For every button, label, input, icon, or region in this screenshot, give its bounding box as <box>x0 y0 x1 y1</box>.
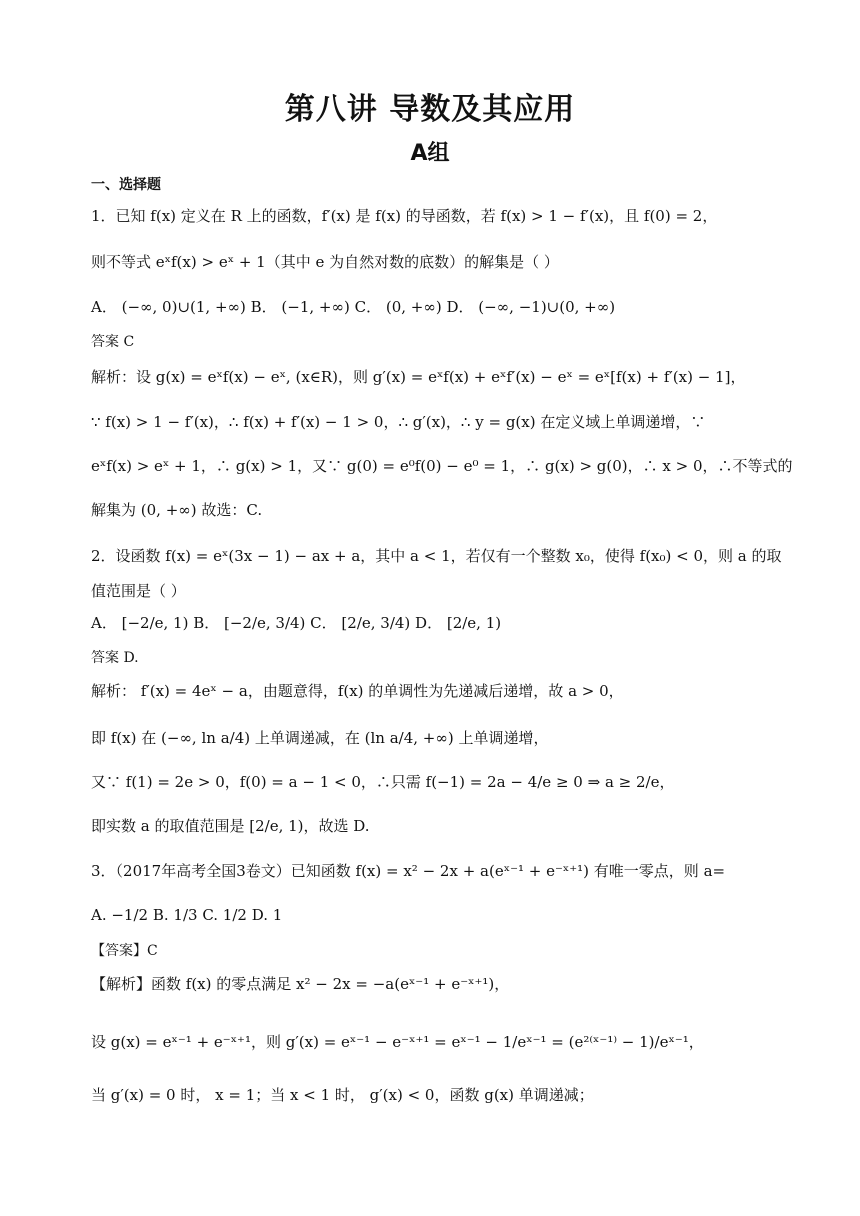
section-heading: 一、选择题 <box>91 177 161 193</box>
problem-2-answer: 答案 D. <box>91 650 139 666</box>
problem-1-solution: 解集为 (0, +∞) 故选：C. <box>91 501 263 519</box>
problem-2-solution: 即 f(x) 在 (−∞, ln a/4) 上单调递减，在 (ln a/4, +∞) 上单调递增， <box>91 729 549 747</box>
problem-2-solution: 又∵ f(1) = 2e > 0，f(0) = a − 1 < 0，∴只需 f(−1) = 2a − 4/e ≥ 0 ⇒ a ≥ 2/e， <box>91 773 675 791</box>
problem-3-solution: 【解析】函数 f(x) 的零点满足 x² − 2x = −a(eˣ⁻¹ + e⁻ˣ⁺¹)， <box>91 975 510 993</box>
problem-1-text: 则不等式 eˣf(x) > eˣ + 1（其中 e 为自然对数的底数）的解集是（ ） <box>91 253 559 271</box>
problem-3-text: 3．（2017年高考全国3卷文）已知函数 f(x) = x² − 2x + a(eˣ⁻¹ + e⁻ˣ⁺¹) 有唯一零点，则 a= <box>91 862 726 880</box>
problem-2-options: A． [−2/e, 1) B． [−2/e, 3/4) C． [2/e, 3/4) D． [2/e, 1) <box>91 614 502 632</box>
problem-1-text: 1．已知 f(x) 定义在 R 上的函数，f′(x) 是 f(x) 的导函数，若 f(x) > 1 − f′(x)，且 f(0) = 2， <box>91 207 718 225</box>
problem-1-solution: eˣf(x) > eˣ + 1，∴ g(x) > 1，又∵ g(0) = e⁰f(0) − e⁰ = 1，∴ g(x) > g(0)，∴ x > 0，∴不等式的 <box>91 457 793 475</box>
group-heading: A组 <box>410 141 450 166</box>
problem-3-options: A. −1/2 B. 1/3 C. 1/2 D. 1 <box>91 906 283 924</box>
problem-1-solution: 解析：设 g(x) = eˣf(x) − eˣ, (x∈R)，则 g′(x) = eˣf(x) + eˣf′(x) − eˣ = eˣ[f(x) + f′(x) − 1]， <box>91 368 746 386</box>
problem-2-text: 值范围是（ ） <box>91 582 186 600</box>
problem-1-solution: ∵ f(x) > 1 − f′(x)，∴ f(x) + f′(x) − 1 > 0，∴ g′(x)，∴ y = g(x) 在定义域上单调递增，∵ <box>91 413 706 431</box>
problem-2-solution: 解析： f′(x) = 4eˣ − a，由题意得，f(x) 的单调性为先递减后递增，故 a > 0， <box>91 682 624 700</box>
page-title: 第八讲 导数及其应用 <box>284 92 576 127</box>
problem-2-text: 2．设函数 f(x) = eˣ(3x − 1) − ax + a，其中 a < 1，若仅有一个整数 x₀，使得 f(x₀) < 0，则 a 的取 <box>91 547 782 565</box>
problem-1-answer: 答案 C <box>91 334 135 350</box>
problem-1-options: A． (−∞, 0)∪(1, +∞) B． (−1, +∞) C． (0, +∞) D． (−∞, −1)∪(0, +∞) <box>91 298 616 316</box>
problem-3-solution: 设 g(x) = eˣ⁻¹ + e⁻ˣ⁺¹，则 g′(x) = eˣ⁻¹ − e⁻ˣ⁺¹ = eˣ⁻¹ − 1/eˣ⁻¹ = (e²⁽ˣ⁻¹⁾ − 1)/eˣ⁻¹， <box>91 1033 704 1051</box>
problem-3-answer: 【答案】C <box>91 943 158 959</box>
problem-2-solution: 即实数 a 的取值范围是 [2/e, 1)，故选 D. <box>91 817 370 835</box>
problem-3-solution: 当 g′(x) = 0 时， x = 1；当 x < 1 时， g′(x) < 0，函数 g(x) 单调递减； <box>91 1086 594 1104</box>
